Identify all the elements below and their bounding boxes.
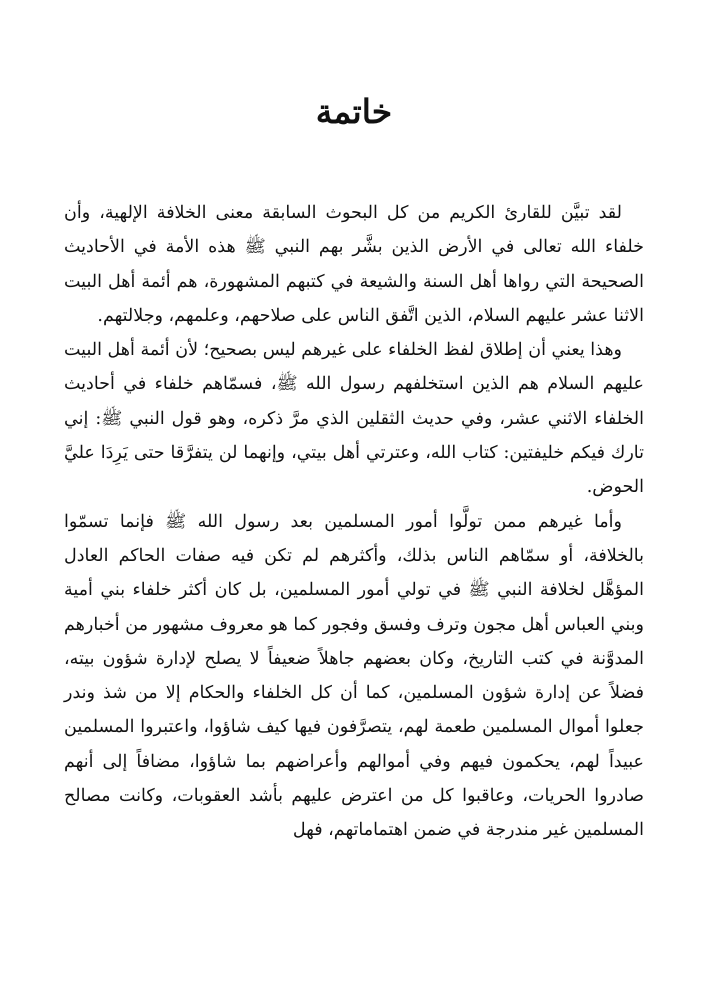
paragraph-3: وأما غيرهم ممن تولَّوا أمور المسلمين بعد رسول الله ﷺ فإنما تسمّوا بالخلافة، أو سمّاهم الناس بذلك، وأكثرهم لم تكن فيه صفات الحاكم العادل المؤهَّل لخلافة النبي ﷺ في تولي أمور المسلمين، بل كان أكثر خلفاء بني أمية وبني العباس أهل مجون وترف وفسق وفجور كما هو معروف مشهور من أخبارهم المدوَّنة في كتب التاريخ، وكان بعضهم جاهلاً ضعيفاً لا يصلح لإدارة شؤون بيته، فضلاً عن إدارة شؤون المسلمين، كما أن كل الخلفاء والحكام إلا من شذ وندر جعلوا أموال المسلمين طعمة لهم، يتصرَّفون فيها كيف شاؤوا، واعتبروا المسلمين عبيداً لهم، يحكمون فيهم وفي أموالهم وأعراضهم بما شاؤوا، مضافاً إلى أنهم صادروا الحريات، وعاقبوا كل من اعترض عليهم بأشد العقوبات، وكانت مصالح المسلمين غير مندرجة في ضمن اهتماماتهم، فهل — [64, 511, 644, 841]
paragraph-2: وهذا يعني أن إطلاق لفظ الخلفاء على غيرهم ليس بصحيح؛ لأن أئمة أهل البيت عليهم السلام هم الذين استخلفهم رسول الله ﷺ، فسمّاهم خلفاء في أحاديث الخلفاء الاثني عشر، وفي حديث الثقلين الذي مرَّ ذكره، وهو قول النبي ﷺ: إني تارك فيكم خليفتين: كتاب الله، وعترتي أهل بيتي، وإنهما لن يتفرَّقا حتى يَرِدَا عليَّ الحوض. — [64, 340, 644, 498]
paragraph-1: لقد تبيَّن للقارئ الكريم من كل البحوث السابقة معنى الخلافة الإلهية، وأن خلفاء الله تعالى في الأرض الذين بشَّر بهم النبي ﷺ هذه الأمة في الأحاديث الصحيحة التي رواها أهل السنة والشيعة في كتبهم المشهورة، هم أئمة أهل البيت الاثنا عشر عليهم السلام، الذين اتَّفق الناس على صلاحهم، وعلمهم، وجلالتهم. — [64, 203, 644, 326]
page-title: خاتمة — [315, 92, 393, 131]
body-text — [64, 196, 644, 848]
